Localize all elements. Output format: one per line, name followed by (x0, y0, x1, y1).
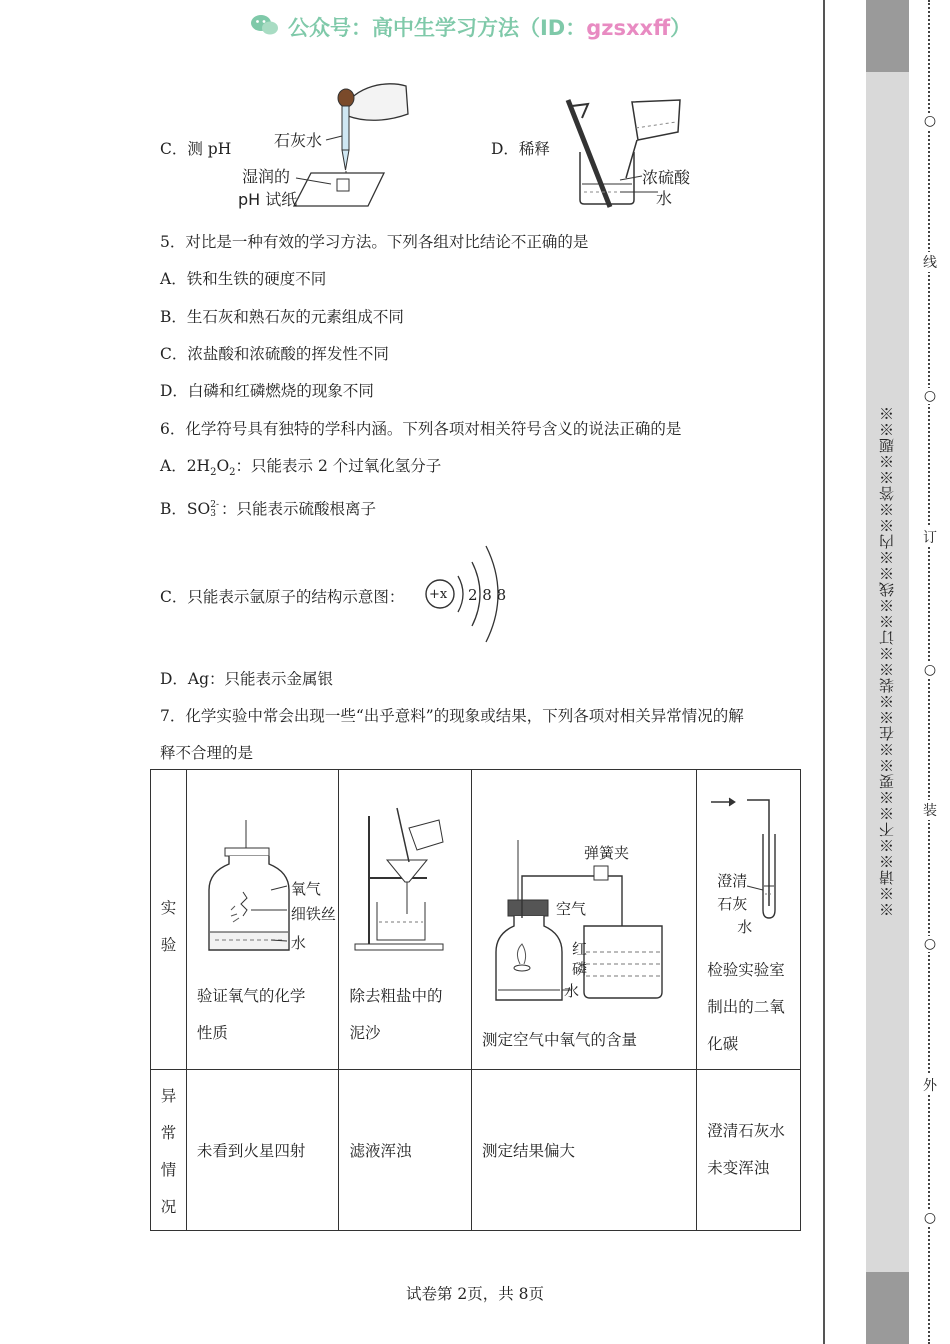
watermark-suffix: ） (670, 16, 692, 40)
q7-stem-line2: 释不合理的是 (160, 744, 254, 762)
q5-option-d: D．白磷和红磷燃烧的现象不同 (160, 382, 374, 400)
watermark (250, 12, 691, 42)
arrow-right-icon (729, 798, 735, 806)
q5-stem: 5．对比是一种有效的学习方法。下列各组对比结论不正确的是 (160, 233, 589, 251)
q7-stem-line1: 7．化学实验中常会出现一些“出乎意料”的现象或结果，下列各项对相关异常情况的解 (160, 707, 744, 725)
wechat-icon (250, 13, 280, 42)
mark-ding: 订 (920, 527, 940, 547)
table-row-experiment (151, 770, 801, 1070)
label-water: 水 (290, 934, 306, 952)
abnormal-1: 未看到火星四射 (186, 1070, 339, 1231)
q6-stem: 6．化学符号具有独特的学科内涵。下列各项对相关符号含义的说法正确的是 (160, 420, 682, 438)
label-iron-wire: 细铁丝 (290, 905, 336, 923)
oxygen-bottle-figure (201, 820, 351, 955)
watermark-id: gzsxxff (586, 16, 671, 40)
binding-line (823, 0, 825, 1344)
shell-electrons: 2 8 8 (468, 586, 507, 604)
row-header-experiment: 实 验 (151, 770, 187, 1070)
q5-option-c: C．浓盐酸和浓硫酸的挥发性不同 (160, 345, 389, 363)
circle-mark: ○ (920, 936, 940, 952)
filtration-figure (347, 806, 467, 956)
abnormal-4: 澄清石灰水 未变浑浊 (697, 1070, 801, 1231)
experiment-cell-3 (472, 770, 697, 1070)
experiment-cell-1 (186, 770, 339, 1070)
label-red: 红 (572, 940, 588, 958)
binding-strip-bottom (866, 1272, 909, 1344)
experiment-cell-4 (697, 770, 801, 1070)
table-row-abnormal (151, 1070, 801, 1231)
no-answer-warning: ※※请※※不※※要※※在※※装※※订※※线※※内※※答※※题※※ (878, 405, 896, 917)
q5-option-b: B．生石灰和熟石灰的元素组成不同 (160, 308, 404, 326)
acid-stream (626, 140, 637, 178)
ph-paper (337, 179, 349, 191)
page-footer: 试卷第 2页，共 8页 (405, 1285, 545, 1303)
label-clamp: 弹簧夹 (584, 844, 630, 862)
q6-option-c: C．只能表示氩原子的结构示意图： (160, 588, 405, 606)
abnormal-2: 滤液浑浊 (339, 1070, 472, 1231)
option-d-label: D．稀释 (491, 140, 550, 158)
dropper-bulb (338, 89, 354, 107)
watermark-prefix: 公众号：高中生学习方法（ID： (288, 16, 587, 40)
dilution-figure (560, 92, 700, 212)
circle-mark: ○ (920, 662, 940, 678)
circle-mark: ○ (920, 1210, 940, 1226)
q6-option-b: B．SO 2- 3 ：只能表示硫酸根离子 (160, 500, 377, 519)
q5-option-a: A．铁和生铁的硬度不同 (160, 270, 327, 288)
q6-option-d: D．Ag：只能表示金属银 (160, 670, 334, 688)
caption-exp4: 检验实验室 制出的二氧 化碳 (707, 961, 785, 1053)
oxygen-content-figure (492, 840, 692, 1005)
row-header-abnormal: 异 常 情 况 (151, 1070, 187, 1231)
paper-label-2: pH 试纸 (238, 190, 298, 209)
caption-exp2: 除去粗盐中的 泥沙 (349, 987, 443, 1042)
caption-exp3: 测定空气中氧气的含量 (482, 1031, 638, 1049)
glass-rod (568, 100, 610, 207)
mark-zhuang: 装 (920, 800, 940, 820)
label-air: 空气 (556, 900, 587, 918)
label-phosphorus: 磷 (572, 960, 588, 978)
abnormal-3: 测定结果偏大 (472, 1070, 697, 1231)
experiment-table (150, 769, 801, 1231)
acid-label: 浓硫酸 (642, 168, 691, 187)
dropper-tube (342, 106, 349, 150)
mark-wai: 外 (920, 1075, 940, 1095)
water-label: 水 (656, 189, 673, 208)
label-water-3: 水 (564, 982, 580, 1000)
limewater-labels: 澄清 石灰 水 (717, 872, 753, 936)
option-c-label: C．测 pH (160, 140, 232, 158)
circle-mark: ○ (920, 113, 940, 129)
acid-beaker (632, 100, 680, 140)
binding-strip-top (866, 0, 909, 72)
label-oxygen: 氧气 (290, 880, 321, 898)
experiment-cell-2 (339, 770, 472, 1070)
dropper-tip (342, 150, 349, 170)
paper-label-1: 湿润的 (242, 167, 291, 186)
circle-mark: ○ (920, 388, 940, 404)
q6-option-a: A．$2H_2O_2$：只能表示 2 个过氧化氢分子 (160, 457, 442, 479)
leader-line (326, 136, 342, 140)
lime-water-label: 石灰水 (274, 131, 323, 150)
mark-xian: 线 (920, 252, 940, 272)
nucleus-label: +x (429, 587, 448, 602)
caption-exp1: 验证氧气的化学 性质 (196, 987, 306, 1042)
